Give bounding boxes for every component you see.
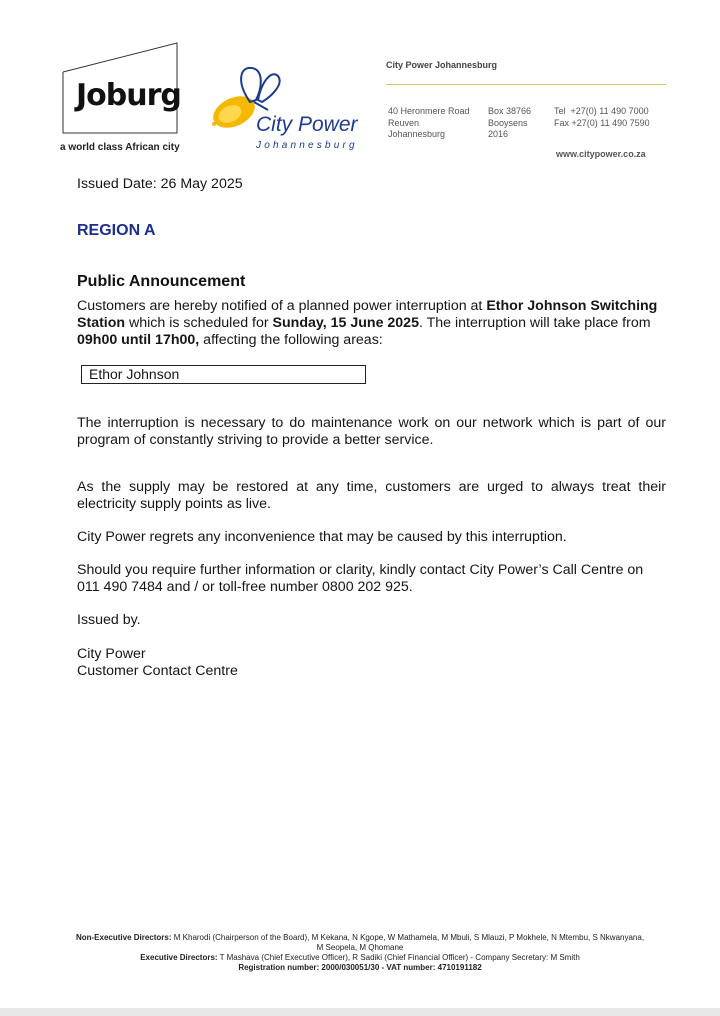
letterhead-phone-fax: Tel +27(0) 11 490 7000 Fax +27(0) 11 490 7590 [554,106,650,128]
announcement-heading: Public Announcement [77,273,246,290]
letterhead-website: www.citypower.co.za [556,149,646,159]
footer-registration: Registration number: 2000/030051/30 - VAT number: 4710191182 [238,963,482,972]
station-name: Ethor Johnson Switching Station [77,298,658,331]
interruption-date: Sunday, 15 June 2025 [272,315,419,331]
interruption-time: 09h00 until 17h00, [77,332,200,348]
citypower-logo-sub: Johannesburg [256,140,358,151]
joburg-logo-text: Joburg [76,78,181,113]
regret-paragraph: City Power regrets any inconvenience that may be caused by this interruption. [77,529,567,545]
restore-paragraph: As the supply may be restored at any time, customers are urged to always treat their electricity supply points as live. [77,479,666,512]
letterhead-postbox: Box 38766 Booysens 2016 [488,106,532,139]
letterhead-divider [386,84,666,85]
issued-date: Issued Date: 26 May 2025 [77,176,243,192]
signature-company: City Power [77,646,146,662]
letterhead-company: City Power Johannesburg [386,60,498,70]
intro-paragraph: Customers are hereby notified of a planned power interruption at Ethor Johnson Switching Station which is scheduled for Sunday, 15 June 2025. The interruption will take place from 09h00 until 17h00, affecting the following areas: [77,298,658,348]
footer-exec-directors: Executive Directors: T Mashava (Chief Executive Officer), R Sadiki (Chief Financial Officer) - Company Secretary: M Smith [140,953,580,962]
issued-by: Issued by. [77,612,141,628]
signature-department: Customer Contact Centre [77,663,238,679]
page-bottom-edge [0,1008,720,1016]
region-title: REGION A [77,222,156,239]
citypower-logo-name: City Power [256,113,358,136]
contact-paragraph: Should you require further information or clarity, kindly contact City Power’s Call Centre on 011 490 7484 and / or toll-free number 0800 202 925. [77,562,644,595]
joburg-tagline: a world class African city [60,142,180,153]
reason-paragraph: The interruption is necessary to do maintenance work on our network which is part of our program of constantly striving to provide a better service. [77,415,666,448]
letterhead-address: 40 Heronmere Road Reuven Johannesburg [388,106,470,139]
footer-non-exec-directors-cont: M Seopela, M Qhomane [316,943,404,952]
footer-non-exec-directors: Non-Executive Directors: M Kharodi (Chairperson of the Board), M Kekana, N Kgope, W Mathamela, M Mbuli, S Mlauzi, P Mokhele, N Mtembu, S Nkwanyana, [75,933,645,942]
affected-area-item: Ethor Johnson [89,366,180,382]
